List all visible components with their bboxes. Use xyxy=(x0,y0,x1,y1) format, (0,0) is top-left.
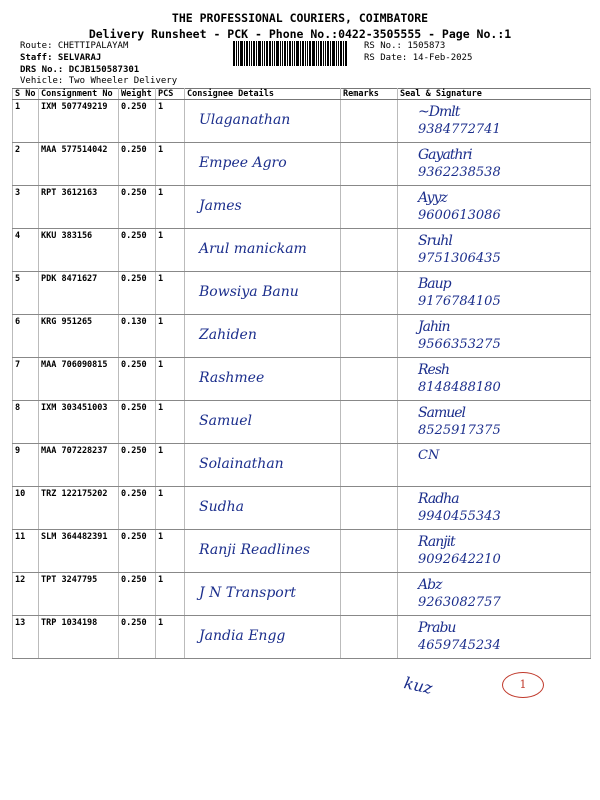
signature-phone: 9092642210 xyxy=(418,552,501,567)
remarks-cell xyxy=(341,487,398,530)
pieces-count: 1 xyxy=(156,401,185,444)
pieces-count: 1 xyxy=(156,487,185,530)
weight-value: 0.250 xyxy=(119,229,156,272)
serial-number: 6 xyxy=(13,315,39,358)
seal-signature xyxy=(398,315,591,358)
consignee-details xyxy=(185,401,341,444)
consignee-details xyxy=(185,143,341,186)
consignee-handwritten: Solainathan xyxy=(199,456,284,472)
serial-number: 13 xyxy=(13,616,39,659)
signature-phone: 8525917375 xyxy=(418,423,501,438)
seal-signature xyxy=(398,272,591,315)
consignee-details xyxy=(185,616,341,659)
weight-value: 0.250 xyxy=(119,401,156,444)
seal-signature xyxy=(398,444,591,487)
signature-scribble: Ayyz xyxy=(418,190,447,206)
consignment-number: TRP 1034198 xyxy=(39,616,119,659)
consignee-handwritten: Bowsiya Banu xyxy=(199,284,299,300)
table-row xyxy=(13,229,591,272)
consignee-details xyxy=(185,530,341,573)
signature-scribble: Gayathri xyxy=(418,147,472,163)
serial-number: 9 xyxy=(13,444,39,487)
signature-phone: 9384772741 xyxy=(418,122,501,137)
seal-signature xyxy=(398,530,591,573)
rs-date: RS Date: 14-Feb-2025 xyxy=(364,53,473,63)
signature-scribble: ~Dmlt xyxy=(418,104,460,120)
table-row xyxy=(13,272,591,315)
signature-scribble: Abz xyxy=(418,577,442,593)
serial-number: 3 xyxy=(13,186,39,229)
column-header: PCS xyxy=(156,89,185,100)
signature-scribble: Baup xyxy=(418,276,451,292)
signature-phone: 9362238538 xyxy=(418,165,501,180)
document-title: THE PROFESSIONAL COURIERS, COIMBATORE xyxy=(171,11,429,25)
consignee-handwritten: Zahiden xyxy=(199,327,257,343)
weight-value: 0.130 xyxy=(119,315,156,358)
column-header: Consignment No xyxy=(39,89,119,100)
seal-signature xyxy=(398,143,591,186)
consignee-details xyxy=(185,272,341,315)
consignee-details xyxy=(185,315,341,358)
column-header: Seal & Signature xyxy=(398,89,591,100)
consignee-handwritten: Jandia Engg xyxy=(199,628,286,644)
table-row xyxy=(13,401,591,444)
consignee-handwritten: Rashmee xyxy=(199,370,265,386)
barcode xyxy=(233,41,357,66)
drs-number: DRS No.: DCJB150587301 xyxy=(20,65,140,75)
signature-phone: 9176784105 xyxy=(418,294,501,309)
consignment-number: MAA 577514042 xyxy=(39,143,119,186)
table-row xyxy=(13,530,591,573)
consignee-handwritten: Arul manickam xyxy=(199,241,307,257)
serial-number: 7 xyxy=(13,358,39,401)
signature-scribble: Sruhl xyxy=(418,233,452,249)
consignee-handwritten: Samuel xyxy=(199,413,252,429)
table-row xyxy=(13,186,591,229)
remarks-cell xyxy=(341,444,398,487)
serial-number: 2 xyxy=(13,143,39,186)
consignee-handwritten: James xyxy=(199,198,242,214)
route-label: Route: CHETTIPALAYAM xyxy=(20,41,129,51)
remarks-cell xyxy=(341,272,398,315)
consignment-number: PDK 8471627 xyxy=(39,272,119,315)
signature-scribble: Prabu xyxy=(418,620,456,636)
table-row xyxy=(13,573,591,616)
consignee-handwritten: Empee Agro xyxy=(199,155,287,171)
consignment-number: KRG 951265 xyxy=(39,315,119,358)
weight-value: 0.250 xyxy=(119,487,156,530)
weight-value: 0.250 xyxy=(119,272,156,315)
signature-phone: 4659745234 xyxy=(418,638,501,653)
signature-scribble: Ranjit xyxy=(418,534,455,550)
table-header xyxy=(13,89,591,100)
signature-scribble: Radha xyxy=(418,491,459,507)
table-row xyxy=(13,315,591,358)
remarks-cell xyxy=(341,229,398,272)
seal-signature xyxy=(398,401,591,444)
consignment-number: MAA 706090815 xyxy=(39,358,119,401)
pieces-count: 1 xyxy=(156,143,185,186)
serial-number: 12 xyxy=(13,573,39,616)
consignee-details xyxy=(185,444,341,487)
table-row xyxy=(13,358,591,401)
column-header: S No xyxy=(13,89,39,100)
signature-scribble: Resh xyxy=(418,362,450,378)
remarks-cell xyxy=(341,143,398,186)
seal-signature xyxy=(398,186,591,229)
pieces-count: 1 xyxy=(156,229,185,272)
rs-number: RS No.: 1505873 xyxy=(364,41,446,51)
remarks-cell xyxy=(341,401,398,444)
pieces-count: 1 xyxy=(156,100,185,143)
signature-scribble: Samuel xyxy=(418,405,465,421)
consignment-number: RPT 3612163 xyxy=(39,186,119,229)
consignee-details xyxy=(185,229,341,272)
consignee-details xyxy=(185,487,341,530)
seal-signature xyxy=(398,100,591,143)
seal-signature xyxy=(398,229,591,272)
seal-signature xyxy=(398,616,591,659)
column-header: Weight xyxy=(119,89,156,100)
signature-scribble: Jahin xyxy=(418,319,450,335)
column-header: Consignee Details xyxy=(185,89,341,100)
remarks-cell xyxy=(341,100,398,143)
seal-signature xyxy=(398,358,591,401)
serial-number: 11 xyxy=(13,530,39,573)
staff-label: Staff: SELVARAJ xyxy=(20,53,102,63)
column-header: Remarks xyxy=(341,89,398,100)
consignee-details xyxy=(185,100,341,143)
remarks-cell xyxy=(341,315,398,358)
consignee-handwritten: Ulaganathan xyxy=(199,112,291,128)
serial-number: 1 xyxy=(13,100,39,143)
weight-value: 0.250 xyxy=(119,573,156,616)
runsheet-table xyxy=(12,88,591,659)
consignee-details xyxy=(185,573,341,616)
handwritten-initials: kuz xyxy=(402,673,435,698)
pieces-count: 1 xyxy=(156,186,185,229)
table-row xyxy=(13,444,591,487)
remarks-cell xyxy=(341,530,398,573)
consignment-number: SLM 364482391 xyxy=(39,530,119,573)
table-row xyxy=(13,616,591,659)
consignee-handwritten: Sudha xyxy=(199,499,244,515)
seal-signature xyxy=(398,573,591,616)
seal-signature xyxy=(398,487,591,530)
serial-number: 8 xyxy=(13,401,39,444)
signature-phone: 9940455343 xyxy=(418,509,501,524)
consignee-handwritten: Ranji Readlines xyxy=(199,542,311,558)
signature-phone: CN xyxy=(418,448,440,463)
signature-phone: 9566353275 xyxy=(418,337,501,352)
circled-mark: 1 xyxy=(502,672,544,698)
serial-number: 10 xyxy=(13,487,39,530)
serial-number: 5 xyxy=(13,272,39,315)
consignment-number: KKU 383156 xyxy=(39,229,119,272)
remarks-cell xyxy=(341,186,398,229)
pieces-count: 1 xyxy=(156,573,185,616)
signature-phone: 8148488180 xyxy=(418,380,501,395)
weight-value: 0.250 xyxy=(119,358,156,401)
pieces-count: 1 xyxy=(156,444,185,487)
weight-value: 0.250 xyxy=(119,143,156,186)
table-row xyxy=(13,100,591,143)
signature-phone: 9600613086 xyxy=(418,208,501,223)
pieces-count: 1 xyxy=(156,315,185,358)
consignment-number: TPT 3247795 xyxy=(39,573,119,616)
signature-phone: 9263082757 xyxy=(418,595,501,610)
weight-value: 0.250 xyxy=(119,530,156,573)
pieces-count: 1 xyxy=(156,272,185,315)
table-row xyxy=(13,143,591,186)
consignment-number: MAA 707228237 xyxy=(39,444,119,487)
consignee-details xyxy=(185,186,341,229)
weight-value: 0.250 xyxy=(119,616,156,659)
weight-value: 0.250 xyxy=(119,186,156,229)
serial-number: 4 xyxy=(13,229,39,272)
remarks-cell xyxy=(341,358,398,401)
consignment-number: IXM 507749219 xyxy=(39,100,119,143)
consignee-handwritten: J N Transport xyxy=(199,585,297,601)
consignment-number: IXM 303451003 xyxy=(39,401,119,444)
table-row xyxy=(13,487,591,530)
consignment-number: TRZ 122175202 xyxy=(39,487,119,530)
weight-value: 0.250 xyxy=(119,444,156,487)
pieces-count: 1 xyxy=(156,616,185,659)
pieces-count: 1 xyxy=(156,358,185,401)
document-subtitle: Delivery Runsheet - PCK - Phone No.:0422-3505555 - Page No.:1 xyxy=(88,27,512,41)
signature-phone: 9751306435 xyxy=(418,251,501,266)
weight-value: 0.250 xyxy=(119,100,156,143)
pieces-count: 1 xyxy=(156,530,185,573)
remarks-cell xyxy=(341,616,398,659)
vehicle-label: Vehicle: Two Wheeler Delivery xyxy=(20,76,178,86)
consignee-details xyxy=(185,358,341,401)
remarks-cell xyxy=(341,573,398,616)
